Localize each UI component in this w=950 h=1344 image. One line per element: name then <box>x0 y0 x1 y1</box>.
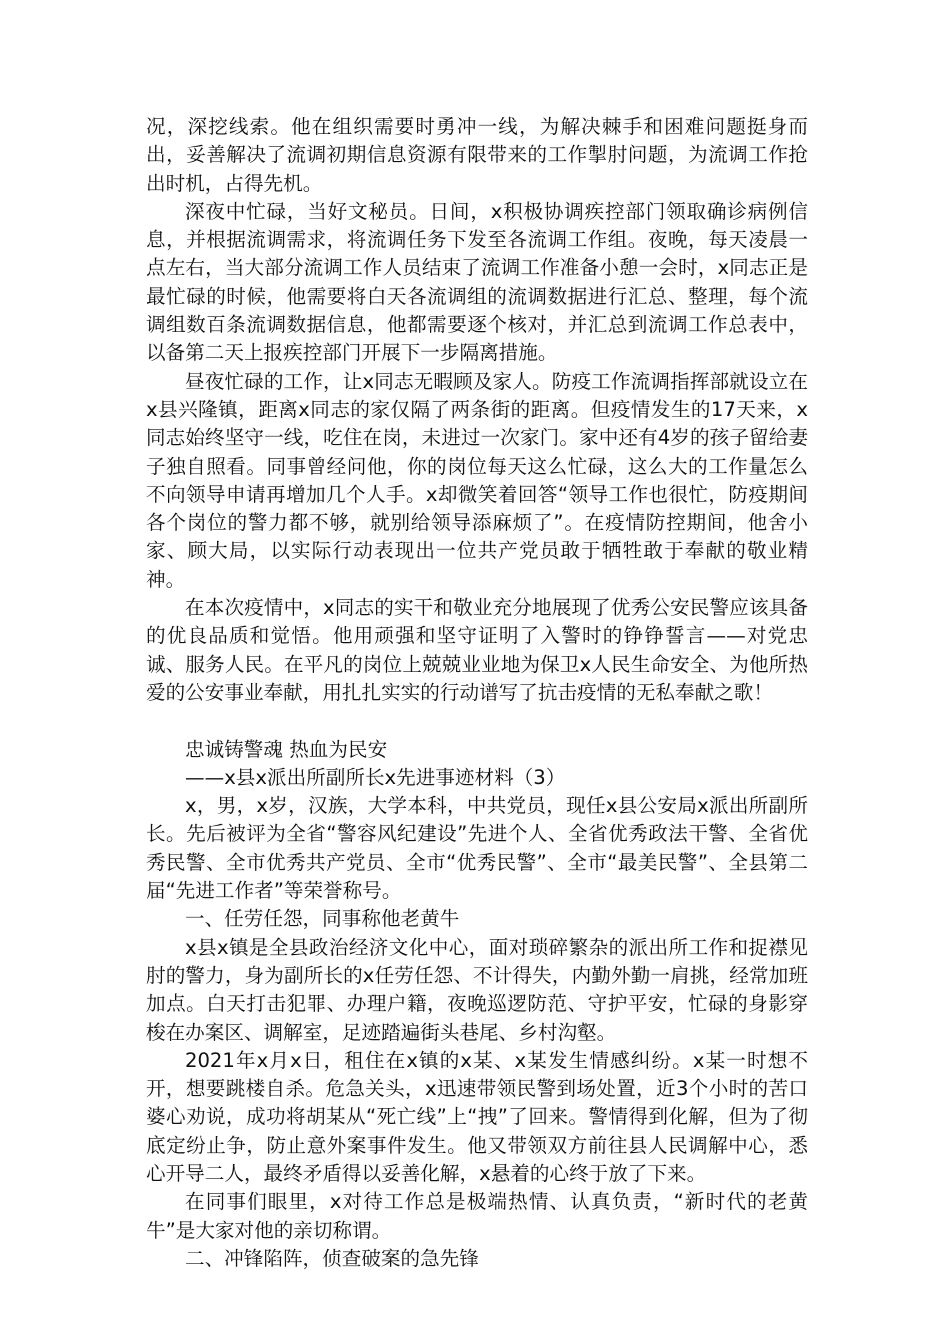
paragraph: 在同事们眼里，x对待工作总是极端热情、认真负责，“新时代的老黄牛”是大家对他的亲切称谓。 <box>146 1190 808 1242</box>
paragraph: 在本次疫情中，x同志的实干和敬业充分地展现了优秀公安民警应该具备的优良品质和觉悟。他用顽强和坚守证明了入警时的铮铮誓言——对党忠诚、服务人民。在平凡的岗位上兢兢业业地为保卫x人民生命安全、为他所热爱的公安事业奉献，用扎扎实实的行动谱写了抗击疫情的无私奉献之歌！ <box>146 596 808 704</box>
section-title: 忠诚铸警魂 热血为民安 <box>185 737 388 761</box>
paragraph: 况，深挖线索。他在组织需要时勇冲一线，为解决棘手和困难问题挺身而出，妥善解决了流调初期信息资源有限带来的工作掣肘问题，为流调工作抢出时机，占得先机。 <box>146 115 808 195</box>
paragraph: x县x镇是全县政治经济文化中心，面对琐碎繁杂的派出所工作和捉襟见肘的警力，身为副所长的x任劳任怨、不计得失，内勤外勤一肩挑，经常加班加点。白天打击犯罪、办理户籍，夜晚巡逻防范、守护平安，忙碌的身影穿梭在办案区、调解室，足迹踏遍街头巷尾、乡村沟壑。 <box>146 935 808 1044</box>
document-page <box>146 113 808 1273</box>
paragraph: 昼夜忙碌的工作，让x同志无暇顾及家人。防疫工作流调指挥部就设立在x县兴隆镇，距离x同志的家仅隔了两条街的距离。但疫情发生的17天来，x同志始终坚守一线，吃住在岗，未进过一次家门。家中还有4岁的孩子留给妻子独自照看。同事曾经问他，你的岗位每天这么忙碌，这么大的工作量怎么不向领导申请再增加几个人手。x却微笑着回答“领导工作也很忙，防疫期间各个岗位的警力都不够，就别给领导添麻烦了”。在疫情防控期间，他舍小家、顾大局，以实际行动表现出一位共产党员敢于牺牲敢于奉献的敬业精神。 <box>146 369 808 591</box>
section-subtitle: ——x县x派出所副所长x先进事迹材料（3） <box>185 765 566 789</box>
blank-line <box>146 707 808 735</box>
paragraph: x，男，x岁，汉族，大学本科，中共党员，现任x县公安局x派出所副所长。先后被评为全省“警容风纪建设”先进个人、全省优秀政法干警、全省优秀民警、全市优秀共产党员、全市“优秀民警”、全市“最美民警”、全县第二届“先进工作者”等荣誉称号。 <box>146 794 808 903</box>
heading: 二、冲锋陷阵，侦查破案的急先锋 <box>185 1246 479 1270</box>
paragraph: 2021年x月x日，租住在x镇的x某、x某发生情感纠纷。x某一时想不开，想要跳楼自杀。危急关头，x迅速带领民警到场处置，近3个小时的苦口婆心劝说，成功将胡某从“死亡线”上“拽”了回来。警情得到化解，但为了彻底定纷止争，防止意外案事件发生。他又带领双方前往县人民调解中心，悉心开导二人，最终矛盾得以妥善化解，x悬着的心终于放了下来。 <box>146 1048 808 1185</box>
paragraph: 深夜中忙碌，当好文秘员。日间，x积极协调疾控部门领取确诊病例信息，并根据流调需求，将流调任务下发至各流调工作组。夜晚，每天凌晨一点左右，当大部分流调工作人员结束了流调工作准备小憩一会时，x同志正是最忙碌的时候，他需要将白天各流调组的流调数据进行汇总、整理，每个流调组数百条流调数据信息，他都需要逐个核对，并汇总到流调工作总表中，以备第二天上报疾控部门开展下一步隔离措施。 <box>146 199 808 365</box>
heading: 一、任劳任怨，同事称他老黄牛 <box>185 907 460 931</box>
